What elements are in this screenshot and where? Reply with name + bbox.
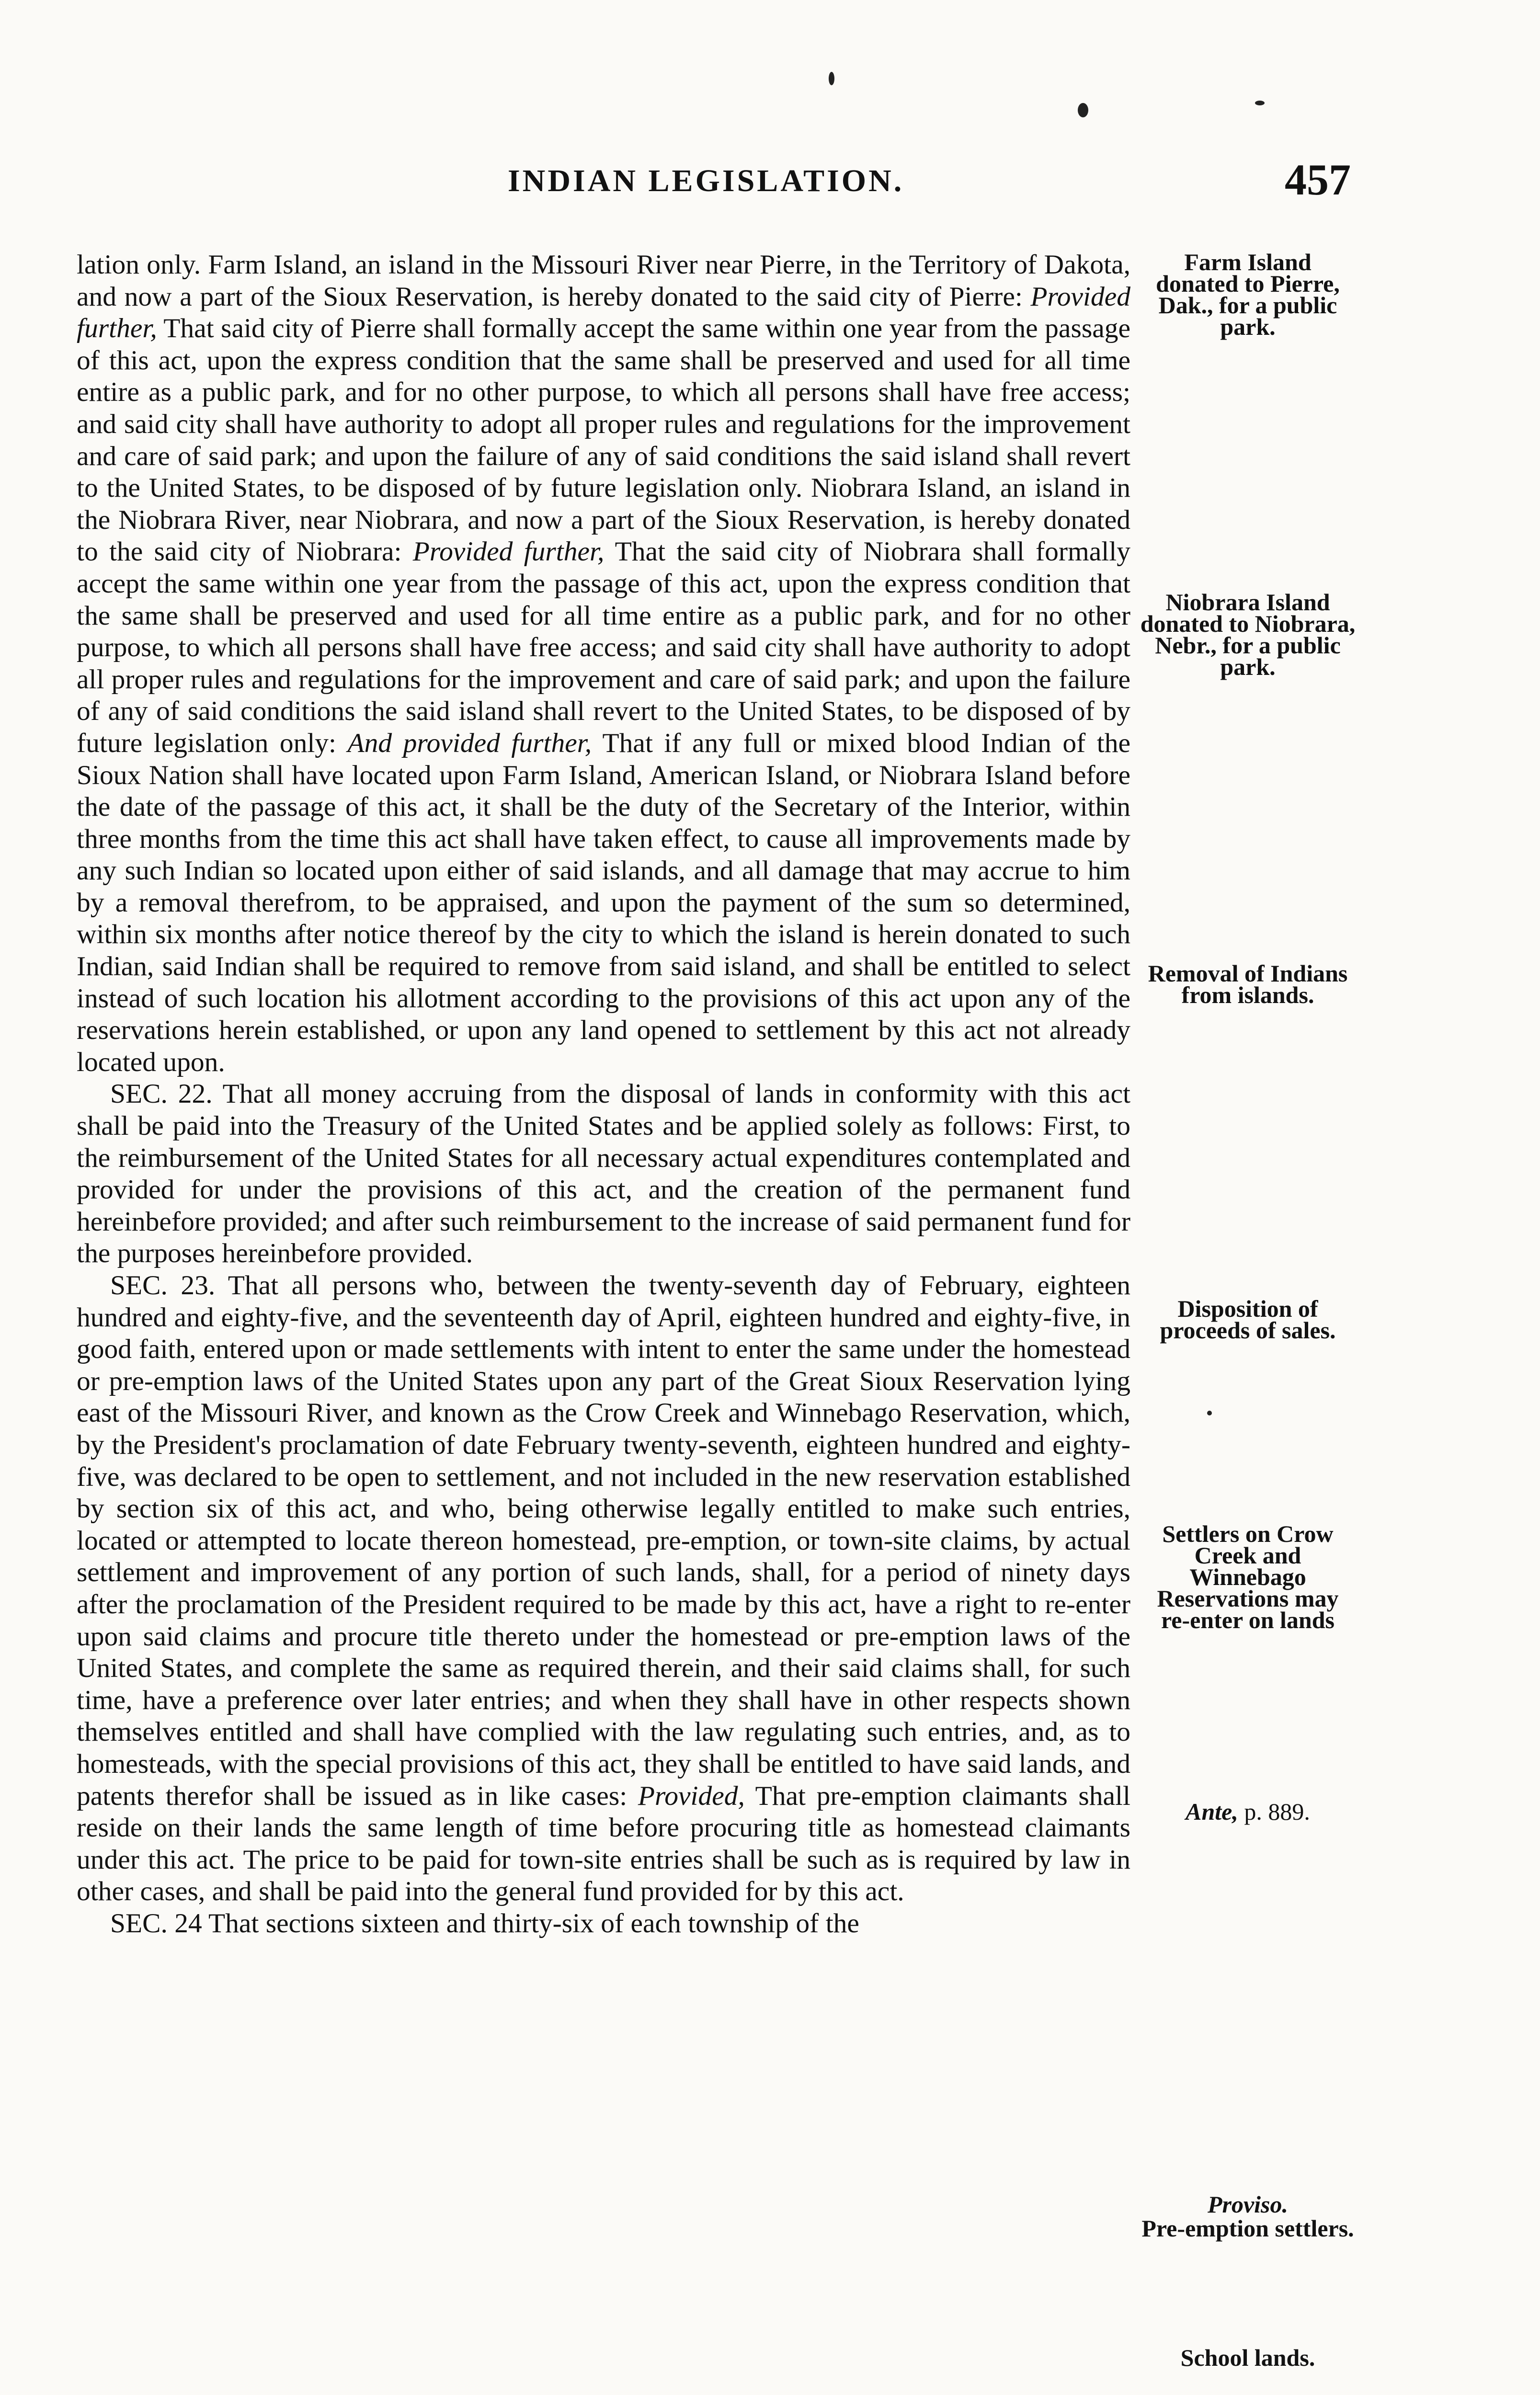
margin-note-removal: Removal of Indians from islands. (1148, 960, 1348, 1008)
margin-note-niobrara-island: Niobrara Island donated to Niobrara, Nebr., for a public park. (1140, 589, 1356, 680)
margin-note-ante: Ante, p. 889. (1186, 1798, 1310, 1825)
margin-note-school-lands: School lands. (1180, 2344, 1315, 2371)
ink-speck (1207, 1411, 1212, 1415)
margin-note-preemption-settlers: Pre-emption settlers. (1141, 2215, 1354, 2242)
ink-speck (829, 72, 834, 85)
page-number: 457 (1285, 155, 1351, 204)
margin-note-disposition: Disposition of proceeds of sales. (1160, 1295, 1336, 1344)
main-text-column (77, 249, 1130, 1939)
section-24: SEC. 24 That sections sixteen and thirty-six of each township of the (110, 1908, 859, 1939)
page-header (77, 155, 1351, 216)
section-23: SEC. 23. That all persons who, between the twenty-seventh day of February, eighteen hundred and eighty-five, and the seventeenth day of April, eighteen hundred and eighty-five, in good faith, entered upon or made settlements with intent to enter the same under the homestead or pre-emption laws of the United States upon any part of the Great Sioux Reservation lying east of the Missouri River, and known as the Crow Creek and Winnebago Reservation, which, by the President's proclamation of date February twenty-seventh, eighteen hundred and eighty-five, was declared to be open to settlement, and not included in the new reservation established by section six of this act, and who, being otherwise legally entitled to make such entries, located or attempted to locate thereon homestead, pre-emption, or town-site claims, by actual settlement and improvement of any portion of such lands, shall, for a period of ninety days after the proclamation of the President required to be made by this act, have a right to re-enter upon said claims and procure title thereto under the homestead or pre-emption laws of the United States, and complete the same as required therein, and their said claims shall, for such time, have a preference over later entries; and when they shall have in other respects shown themselves entitled and shall have complied with the law regulating such entries, and, as to homesteads, with the special provisions of this act, they shall be entitled to have said lands, and patents therefor shall be issued as in like cases: Provided, That pre-emption claimants shall reside on their lands the same length of time before procuring title as homestead claimants under this act. The price to be paid for town-site entries shall be such as is required by law in other cases, and shall be paid into the general fund provided for by this act. (77, 1270, 1130, 1907)
margin-note-proviso: Proviso. (1207, 2191, 1289, 2218)
margin-note-farm-island: Farm Island donated to Pierre, Dak., for a public park. (1156, 249, 1340, 340)
ink-speck (1255, 101, 1265, 105)
margin-note-settlers: Settlers on Crow Creek and Winnebago Reservations may re-enter on lands (1157, 1520, 1339, 1633)
running-title: INDIAN LEGISLATION. (508, 163, 904, 198)
ink-speck (1078, 103, 1088, 117)
paragraph-farm-niobrara-islands: lation only. Farm Island, an island in the Missouri River near Pierre, in the Territory of Dakota, and now a part of the Sioux Reservation, is hereby donated to the said city of Pierre: Provided further, That said city of Pierre shall formally accept the same within one year from the passage of this act, upon the express condition that the same shall be preserved and used for all time entire as a public park, and for no other purpose, to which all persons shall have free access; and said city shall have authority to adopt all proper rules and regulations for the improvement and care of said park; and upon the failure of any of said conditions the said island shall revert to the United States, to be disposed of by future legislation only. Niobrara Island, an island in the Niobrara River, near Niobrara, and now a part of the Sioux Reservation, is hereby donated to the said city of Niobrara: Provided further, That the said city of Niobrara shall formally accept the same within one year from the passage of this act, upon the express condition that the same shall be preserved and used for all time entire as a public park, and for no other purpose, to which all persons shall have free access; and said city shall have authority to adopt all proper rules and regulations for the improvement and care of said park; and upon the failure of any of said conditions the said island shall revert to the United States, to be disposed of by future legislation only: And provided further, That if any full or mixed blood Indian of the Sioux Nation shall have located upon Farm Island, American Island, or Niobrara Island before the date of the passage of this act, it shall be the duty of the Secretary of the Interior, within three months from the time this act shall have taken effect, to cause all improvements made by any such Indian so located upon either of said islands, and all damage that may accrue to him by a removal therefrom, to be appraised, and upon the payment of the sum so determined, within six months after notice thereof by the city to which the island is herein donated to such Indian, said Indian shall be required to remove from said island, and shall be entitled to select instead of such location his allotment according to the provisions of this act upon any of the reservations herein established, or upon any land opened to settlement by this act not already located upon. (77, 250, 1130, 1077)
section-22: SEC. 22. That all money accruing from the disposal of lands in conformity with this act shall be paid into the Treasury of the United States and be applied solely as follows: First, to the reimbursement of the United States for all necessary actual expenditures contemplated and provided for under the provisions of this act, and the creation of the permanent fund hereinbefore provided; and after such reimbursement to the increase of said permanent fund for the purposes hereinbefore provided. (77, 1079, 1130, 1269)
